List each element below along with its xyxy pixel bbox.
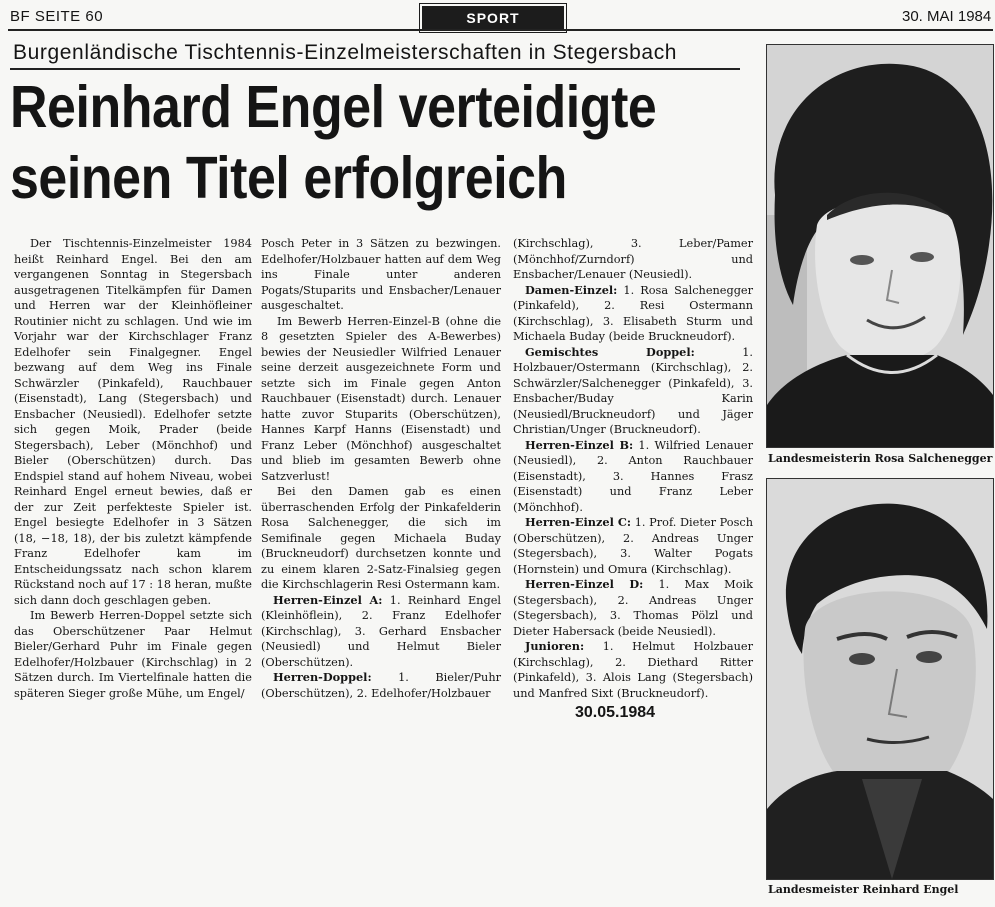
headline (10, 72, 661, 214)
portrait-photo-rosa-salchenegger (766, 44, 994, 448)
portrait-photo-reinhard-engel (766, 478, 994, 880)
article-column-2 (261, 236, 501, 701)
page-number: BF SEITE 60 (10, 8, 104, 25)
portrait-image (767, 45, 993, 447)
result-label: Herren-Einzel D: (525, 577, 644, 591)
result-entry (513, 577, 753, 639)
publication-date: 30. MAI 1984 (902, 8, 992, 25)
result-entry (261, 670, 501, 701)
result-entry (513, 639, 753, 701)
result-text: (Kirchschlag), 3. Leber/Pamer (Mönchhof/Zurndorf) und Ensbacher/Lenauer (Neusiedl). (513, 237, 753, 281)
result-entry (261, 593, 501, 671)
kicker: Burgenländische Tischtennis-Einzelmeisterschaften in Stegersbach (13, 41, 678, 64)
paragraph: Im Bewerb Herren-Einzel-B (ohne die 8 gesetzten Spieler des A-Bewerbes) bewies der Neusiedler Wilfried Lenauer seine derzeit ausgezeichnete Form und setzte sich im Finale gegen Anton Rauchbauer (Eisenstadt) durch. Lenauer hatte zuvor Stuparits (Oberschützen), Hannes Karpf Hanns (Eisenstadt) und Franz Leber (Mönchhof) ausgeschaltet und blieb im gesamten Bewerb ohne Satzverlust! (261, 314, 501, 483)
paragraph: Posch Peter in 3 Sätzen zu bezwingen. Edelhofer/Holzbauer hatten auf dem Weg ins Finale unter anderen Pogats/Stuparits und Ensbacher/Lenauer ausgeschaltet. (261, 237, 501, 312)
result-label: Damen-Einzel: (525, 282, 618, 297)
result-label: Herren-Einzel A: (273, 592, 383, 607)
portrait-image (767, 479, 993, 879)
result-entry (513, 438, 753, 516)
result-label: Gemischtes Doppel: (525, 344, 695, 359)
article-column-1 (14, 236, 252, 701)
result-label: Herren-Einzel B: (525, 437, 634, 452)
result-text: 1. Max Moik (Stegersbach), 2. Andreas Unger (Stegersbach), 3. Thomas Pölzl und Dieter Habersack (beide Neusiedl). (513, 578, 753, 638)
date-stamp: 30.05.1984 (575, 704, 656, 721)
kicker-rule (10, 68, 740, 70)
result-entry (513, 283, 753, 345)
section-label: SPORT (422, 6, 564, 30)
result-text: 1. Helmut Holzbauer (Kirchschlag), 2. Diethard Ritter (Pinkafeld), 3. Alois Lang (Stegersbach) und Manfred Sixt (Bruckneudorf). (513, 640, 753, 700)
result-text: 1. Rosa Salchenegger (Pinkafeld), 2. Resi Ostermann (Kirchschlag), 3. Elisabeth Sturm und Michaela Buday (beide Bruckneudorf). (513, 283, 754, 343)
paragraph: Im Bewerb Herren-Doppel setzte sich das Oberschützener Paar Helmut Bieler/Gerhard Puhr im Finale gegen Edelhofer/Holzbauer (Kirchschlag) in 2 Sätzen durch. Im Viertelfinale hatten die späteren Sieger große Mühe, um Engel/ (14, 609, 252, 700)
result-entry (513, 345, 753, 438)
paragraph: Der Tischtennis-Einzelmeister 1984 heißt Reinhard Engel. Bei den am vergangenen Sonntag in Stegersbach ausgetragenen Titelkämpfen für Damen und Herren war der Kleinhöfleiner Routinier nicht zu schlagen. Und wie im Vorjahr war der Kirchschlager Franz Edelhofer sein Finalgegner. Engel bezwang auf dem Weg ins Finale Schwärzler (Pinkafeld), Rauchbauer (Eisenstadt), Lang (Stegersbach) und Ensbacher (Neusiedl). Edelhofer setzte sich gegen Moik, Prader (beide Stegersbach), Leber (Mönchhof) und Bieler (Oberschützen) durch. Das Endspiel stand auf hohem Niveau, wobei Reinhard Engel erneut bewies, daß er der zur Zeit perfekteste Spieler ist. Engel besiegte Edelhofer in 3 Sätzen (18, −18, 18), der bis zuletzt kämpfende Franz Edelhofer kam im Entscheidungssatz nach schon klarem Rückstand noch auf 17 : 18 heran, mußte sich dann doch geschlagen geben. (14, 237, 252, 607)
paragraph: Bei den Damen gab es einen überraschenden Erfolg der Pinkafelderin Rosa Salchenegger, die sich im Semifinale gegen Michaela Buday (Bruckneudorf) durchsetzen konnte und zu einem klaren 2-Satz-Finalsieg gegen die Kirchschlagerin Resi Ostermann kam. (261, 485, 501, 591)
article-column-3 (513, 236, 753, 701)
result-label: Herren-Einzel C: (525, 515, 632, 529)
headline-line-2: seinen Titel erfolgreich (10, 145, 567, 211)
headline-line-1: Reinhard Engel verteidigte (10, 74, 657, 140)
photo-caption: Landesmeisterin Rosa Salchenegger (768, 452, 993, 465)
result-entry (513, 515, 753, 577)
header-rule (8, 29, 993, 31)
result-text: 1. Bieler/Puhr (Oberschützen), 2. Edelhofer/Holzbauer (261, 671, 502, 700)
result-text: 1. Reinhard Engel (Kleinhöflein), 2. Franz Edelhofer (Kirchschlag), 3. Gerhard Ensbacher (Neusiedl) und Helmut Bieler (Oberschützen). (261, 593, 501, 669)
result-label: Herren-Doppel: (273, 670, 372, 684)
photo-caption: Landesmeister Reinhard Engel (768, 883, 959, 896)
result-label: Junioren: (525, 639, 585, 653)
result-text: 1. Wilfried Lenauer (Neusiedl), 2. Anton Rauchbauer (Eisenstadt), 3. Hannes Frasz (Eisenstadt) und Franz Leber (Mönchhof). (513, 438, 753, 514)
result-text: 1. Prof. Dieter Posch (Oberschützen), 2. Andreas Unger (Stegersbach), 3. Walter Pogats (Hornstein) und Omura (Kirchschlag). (513, 516, 753, 576)
result-text: 1. Holzbauer/Ostermann (Kirchschlag), 2. Schwärzler/Salchenegger (Pinkafeld), 3. Ensbacher/Buday Karin (Neusiedl/Bruckneudorf) und Jäger Christian/Unger (Bruckneudorf). (513, 345, 754, 436)
